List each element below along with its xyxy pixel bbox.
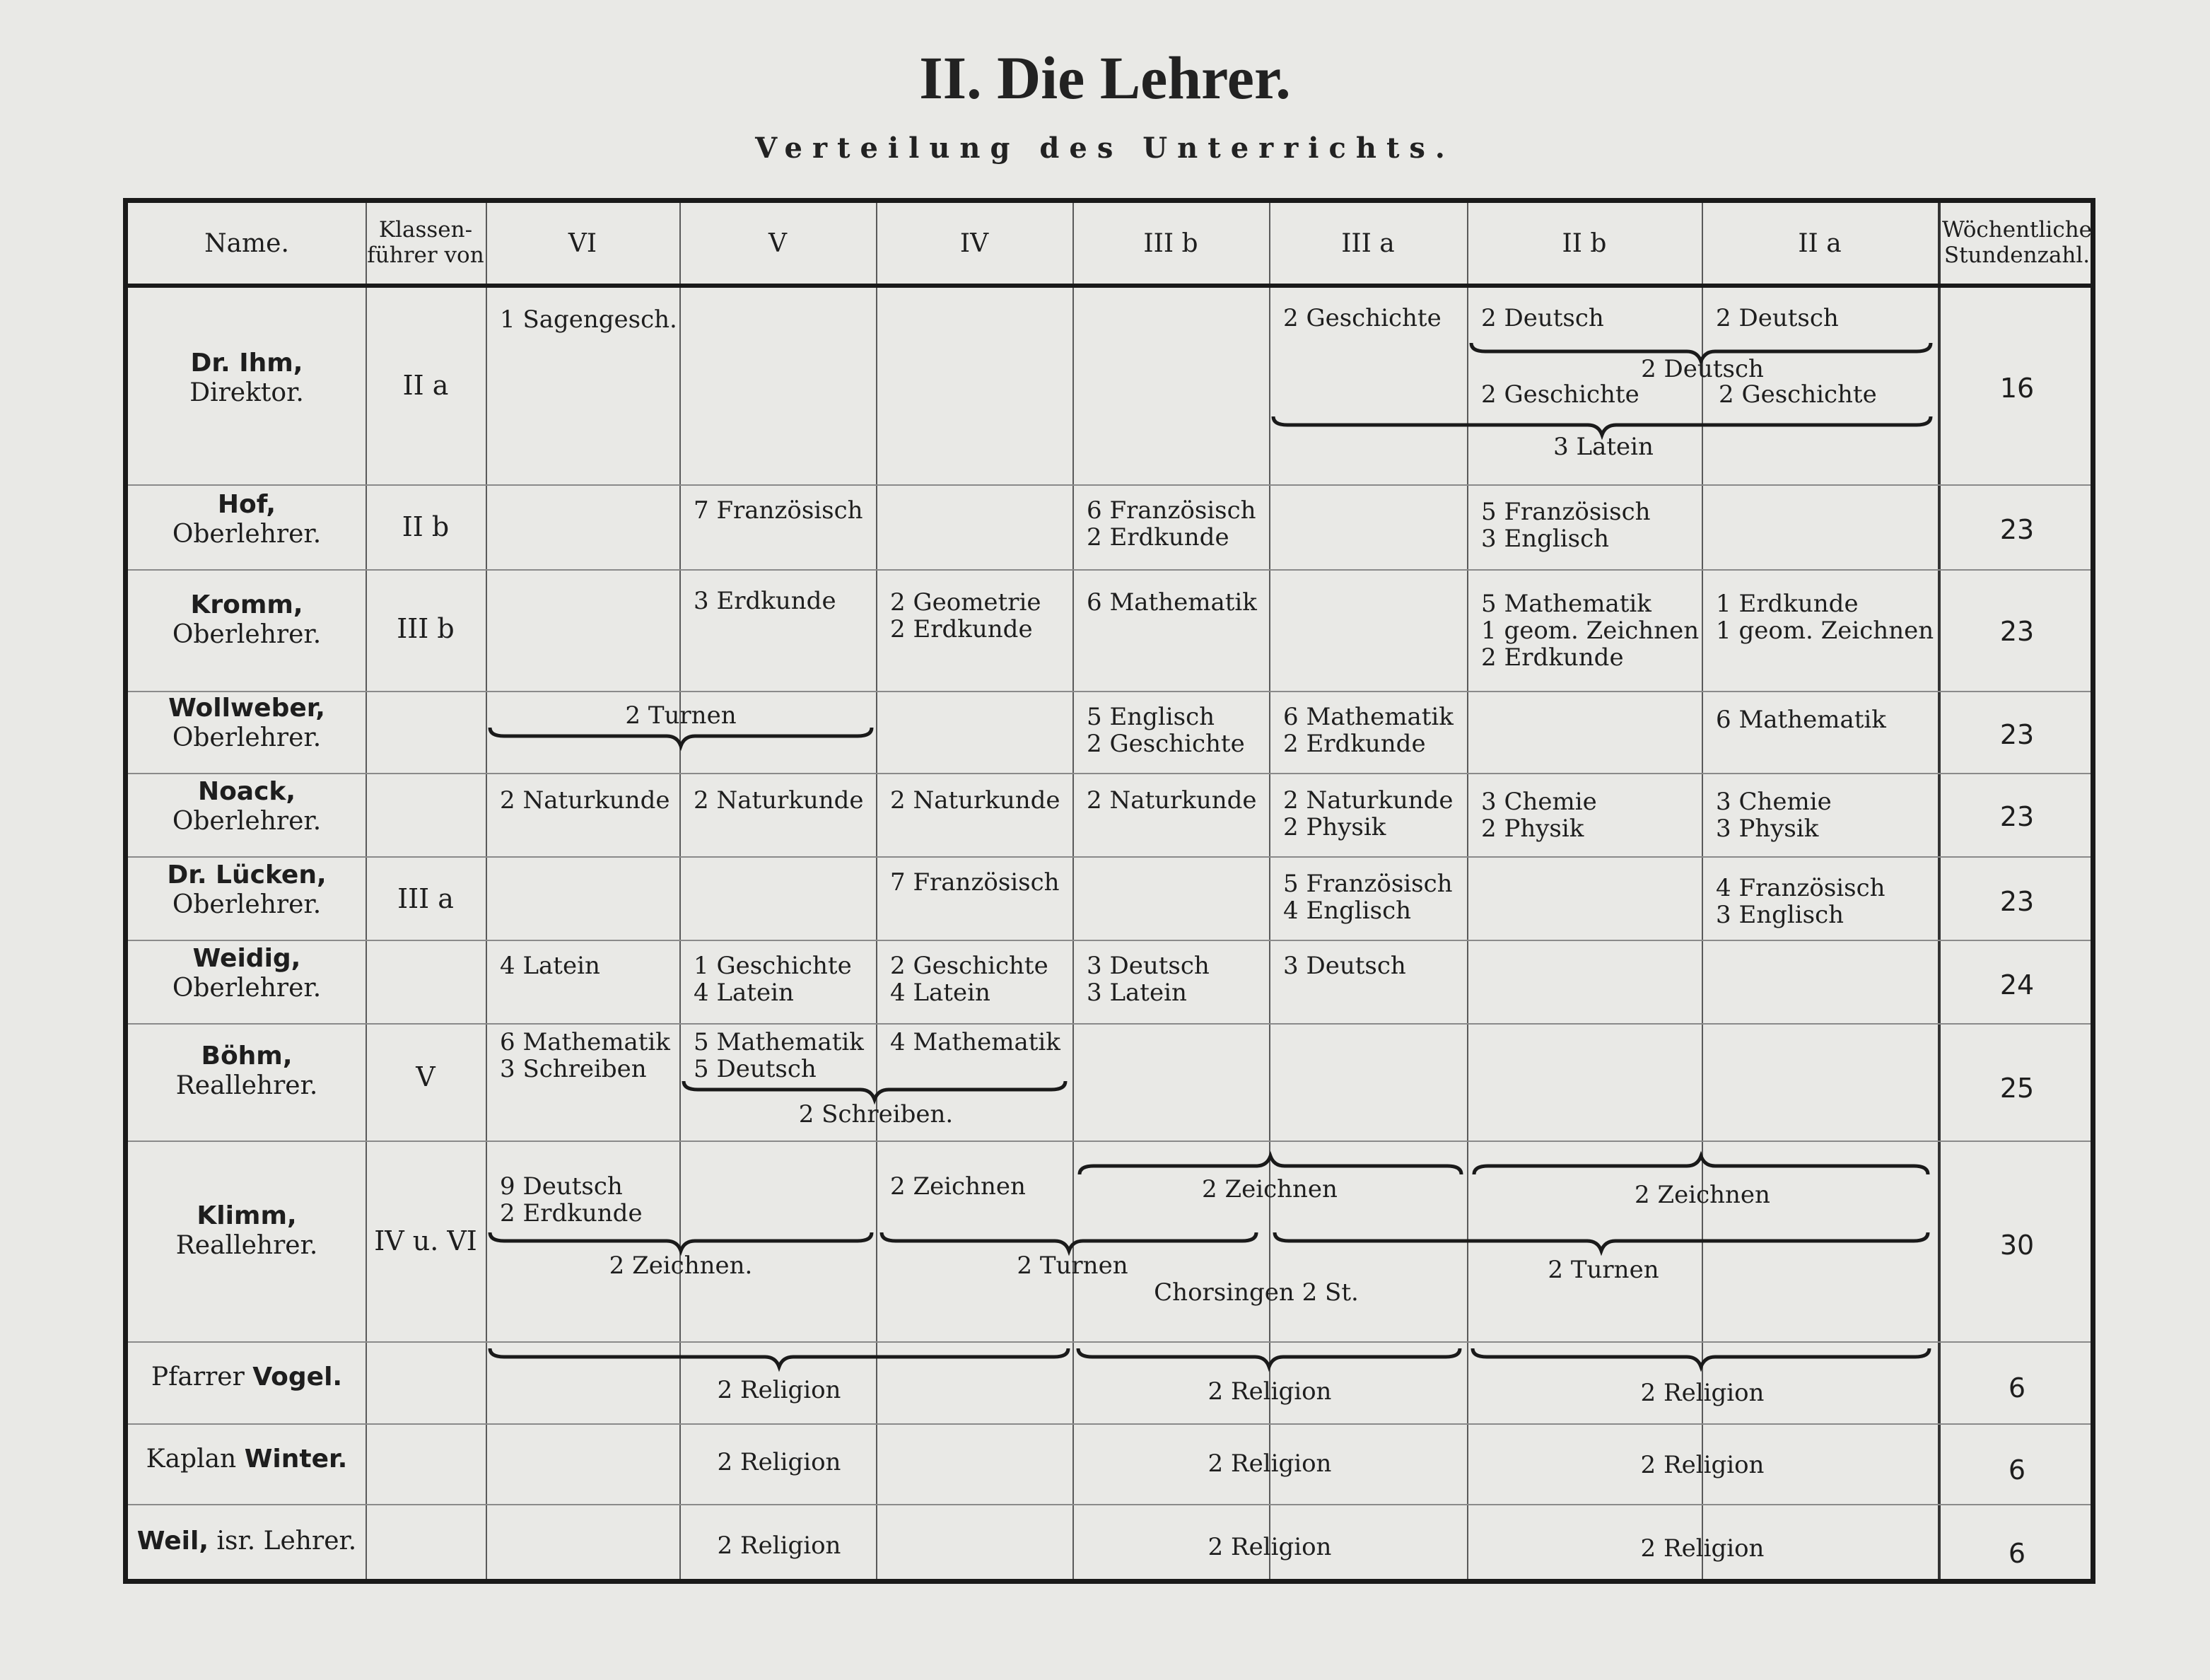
lesson-cell: 2 Naturkunde <box>890 786 1060 815</box>
header-v: V <box>768 229 787 258</box>
lesson-cell: 4 Latein <box>500 952 600 980</box>
lesson-cell: 6 Mathematik 2 Erdkunde <box>1283 703 1454 758</box>
row-divider <box>128 940 2091 941</box>
header-iiib: III b <box>1143 229 1198 258</box>
lesson-cell: 5 Englisch 2 Geschichte <box>1087 703 1245 758</box>
merge-brace <box>490 1231 872 1252</box>
religion-lesson: 2 Religion <box>1640 1534 1765 1563</box>
class-leader: II a <box>402 370 449 401</box>
row-divider <box>128 569 2091 571</box>
column-divider <box>486 203 487 1579</box>
merge-brace <box>490 1347 1068 1368</box>
class-leader: IV u. VI <box>374 1225 477 1256</box>
teacher-name: Kromm, Oberlehrer. <box>172 590 322 649</box>
merged-lesson: 2 Zeichnen <box>1635 1181 1770 1209</box>
merged-lesson: Chorsingen 2 St. <box>1154 1278 1359 1307</box>
weekly-hours: 6 <box>2008 1372 2026 1404</box>
lesson-cell: 1 Sagengesch. <box>500 305 677 334</box>
lesson-cell: 6 Mathematik <box>1087 588 1257 617</box>
lesson-cell: 6 Mathematik <box>1716 706 1886 734</box>
row-divider <box>128 1504 2091 1505</box>
row-divider <box>128 856 2091 858</box>
class-leader: III b <box>397 613 455 644</box>
merged-lesson: 2 Zeichnen. <box>609 1252 753 1280</box>
teacher-name: Weidig, Oberlehrer. <box>172 944 322 1003</box>
column-divider <box>1702 203 1703 1579</box>
merged-lesson: 2 Turnen <box>625 701 737 730</box>
lesson-cell: 3 Deutsch <box>1283 952 1406 980</box>
lesson-cell: 2 Naturkunde 2 Physik <box>1283 786 1454 841</box>
column-divider <box>1467 203 1468 1579</box>
lesson-cell: 1 Erdkunde 1 geom. Zeichnen <box>1716 590 1934 645</box>
merged-lesson: 2 Turnen <box>1548 1256 1659 1284</box>
header-divider <box>128 284 2091 288</box>
religion-lesson: 2 Religion <box>717 1448 841 1476</box>
teacher-name: Kaplan Winter. <box>146 1445 348 1474</box>
lesson-cell: 5 Mathematik 5 Deutsch <box>694 1028 864 1083</box>
lesson-cell: 6 Französisch 2 Erdkunde <box>1087 496 1256 552</box>
teacher-name: Dr. Lücken, Oberlehrer. <box>167 861 327 919</box>
religion-lesson: 2 Religion <box>717 1532 841 1560</box>
lesson-cell: 5 Französisch 4 Englisch <box>1283 870 1453 925</box>
merge-brace <box>684 1080 1065 1101</box>
weekly-hours: 23 <box>1999 886 2035 917</box>
lesson-cell: 2 Naturkunde <box>694 786 864 815</box>
religion-lesson: 2 Religion <box>1208 1533 1332 1561</box>
merge-brace <box>1080 1155 1461 1176</box>
merged-lesson: 2 Schreiben. <box>798 1100 954 1128</box>
merged-lesson: 2 Turnen <box>1017 1252 1128 1280</box>
weekly-hours: 30 <box>1999 1230 2035 1261</box>
teacher-name: Dr. Ihm, Direktor. <box>189 349 304 407</box>
column-divider <box>1072 203 1074 1579</box>
header-iv: IV <box>959 229 989 258</box>
header-vi: VI <box>568 229 597 258</box>
lesson-cell: 2 Geschichte <box>1283 304 1442 332</box>
teacher-name: Böhm, Reallehrer. <box>175 1042 318 1100</box>
merge-brace <box>1474 1155 1928 1176</box>
class-leader: V <box>416 1061 435 1092</box>
lesson-cell: 2 Zeichnen <box>890 1172 1026 1201</box>
lesson-cell: 4 Mathematik <box>890 1028 1060 1056</box>
header-klassenfuehrer: Klassen- führer von <box>367 217 484 268</box>
lesson-cell: 2 Geschichte <box>1481 380 1639 409</box>
header-name: Name. <box>204 229 289 258</box>
weekly-hours: 23 <box>1999 719 2035 750</box>
row-divider <box>128 691 2091 692</box>
weekly-hours: 16 <box>1999 373 2035 404</box>
weekly-hours: 23 <box>1999 514 2035 545</box>
lesson-cell: 2 Naturkunde <box>1087 786 1257 815</box>
row-divider <box>128 773 2091 774</box>
teaching-distribution-table <box>123 198 2095 1584</box>
header-iib: II b <box>1562 229 1607 258</box>
lesson-cell: 3 Chemie 3 Physik <box>1716 788 1832 843</box>
lesson-cell: 5 Mathematik 1 geom. Zeichnen 2 Erdkunde <box>1481 590 1700 672</box>
lesson-cell: 7 Französisch <box>694 496 863 525</box>
religion-lesson: 2 Religion <box>1208 1449 1332 1478</box>
header-hours: Wöchentliche Stundenzahl. <box>1941 217 2093 268</box>
page-subtitle: Verteilung des Unterrichts. <box>755 132 1455 165</box>
teacher-name: Klimm, Reallehrer. <box>175 1201 318 1260</box>
class-leader: III a <box>397 883 454 914</box>
lesson-cell: 3 Chemie 2 Physik <box>1481 788 1597 843</box>
weekly-hours: 6 <box>2008 1538 2026 1569</box>
lesson-cell: 5 Französisch 3 Englisch <box>1481 498 1651 553</box>
lesson-cell: 2 Geschichte <box>1719 380 1877 409</box>
teacher-name: Pfarrer Vogel. <box>151 1363 343 1392</box>
weekly-hours: 6 <box>2008 1454 2026 1486</box>
merged-lesson: 3 Latein <box>1553 433 1654 461</box>
teacher-name: Hof, Oberlehrer. <box>172 490 322 549</box>
header-iia: II a <box>1798 229 1842 258</box>
lesson-cell: 2 Naturkunde <box>500 786 670 815</box>
lesson-cell: 2 Deutsch <box>1716 304 1839 332</box>
merge-brace <box>882 1231 1256 1252</box>
lesson-cell: 9 Deutsch 2 Erdkunde <box>500 1172 643 1227</box>
merged-lesson: 2 Deutsch <box>1641 355 1764 383</box>
row-divider <box>128 1141 2091 1142</box>
teacher-name: Noack, Oberlehrer. <box>172 777 322 836</box>
weekly-hours: 24 <box>1999 969 2035 1001</box>
column-divider <box>1269 203 1270 1579</box>
religion-lesson: 2 Religion <box>717 1376 841 1404</box>
lesson-cell: 2 Geometrie 2 Erdkunde <box>890 588 1041 643</box>
lesson-cell: 2 Deutsch <box>1481 304 1604 332</box>
merge-brace <box>1078 1347 1460 1368</box>
teacher-name: Wollweber, Oberlehrer. <box>168 694 325 752</box>
column-divider <box>876 203 877 1579</box>
weekly-hours: 25 <box>1999 1073 2035 1104</box>
column-divider <box>679 203 681 1579</box>
row-divider <box>128 484 2091 486</box>
merge-brace <box>490 726 872 747</box>
lesson-cell: 7 Französisch <box>890 868 1060 897</box>
row-divider <box>128 1423 2091 1425</box>
merged-lesson: 2 Zeichnen <box>1202 1175 1338 1203</box>
header-iiia: III a <box>1341 229 1395 258</box>
religion-lesson: 2 Religion <box>1640 1379 1765 1407</box>
lesson-cell: 2 Geschichte 4 Latein <box>890 952 1048 1007</box>
lesson-cell: 4 Französisch 3 Englisch <box>1716 874 1885 929</box>
lesson-cell: 1 Geschichte 4 Latein <box>694 952 852 1007</box>
merge-brace <box>1473 1347 1929 1368</box>
class-leader: II b <box>402 511 450 542</box>
weekly-hours: 23 <box>1999 801 2035 832</box>
weekly-hours: 23 <box>1999 616 2035 647</box>
religion-lesson: 2 Religion <box>1640 1451 1765 1479</box>
merge-brace <box>1275 1231 1928 1252</box>
religion-lesson: 2 Religion <box>1208 1377 1332 1406</box>
lesson-cell: 3 Deutsch 3 Latein <box>1087 952 1210 1007</box>
row-divider <box>128 1341 2091 1343</box>
row-divider <box>128 1023 2091 1025</box>
page-title: II. Die Lehrer. <box>919 44 1291 112</box>
teacher-name: Weil, isr. Lehrer. <box>136 1527 357 1556</box>
lesson-cell: 3 Erdkunde <box>694 587 836 615</box>
lesson-cell: 6 Mathematik 3 Schreiben <box>500 1028 670 1083</box>
